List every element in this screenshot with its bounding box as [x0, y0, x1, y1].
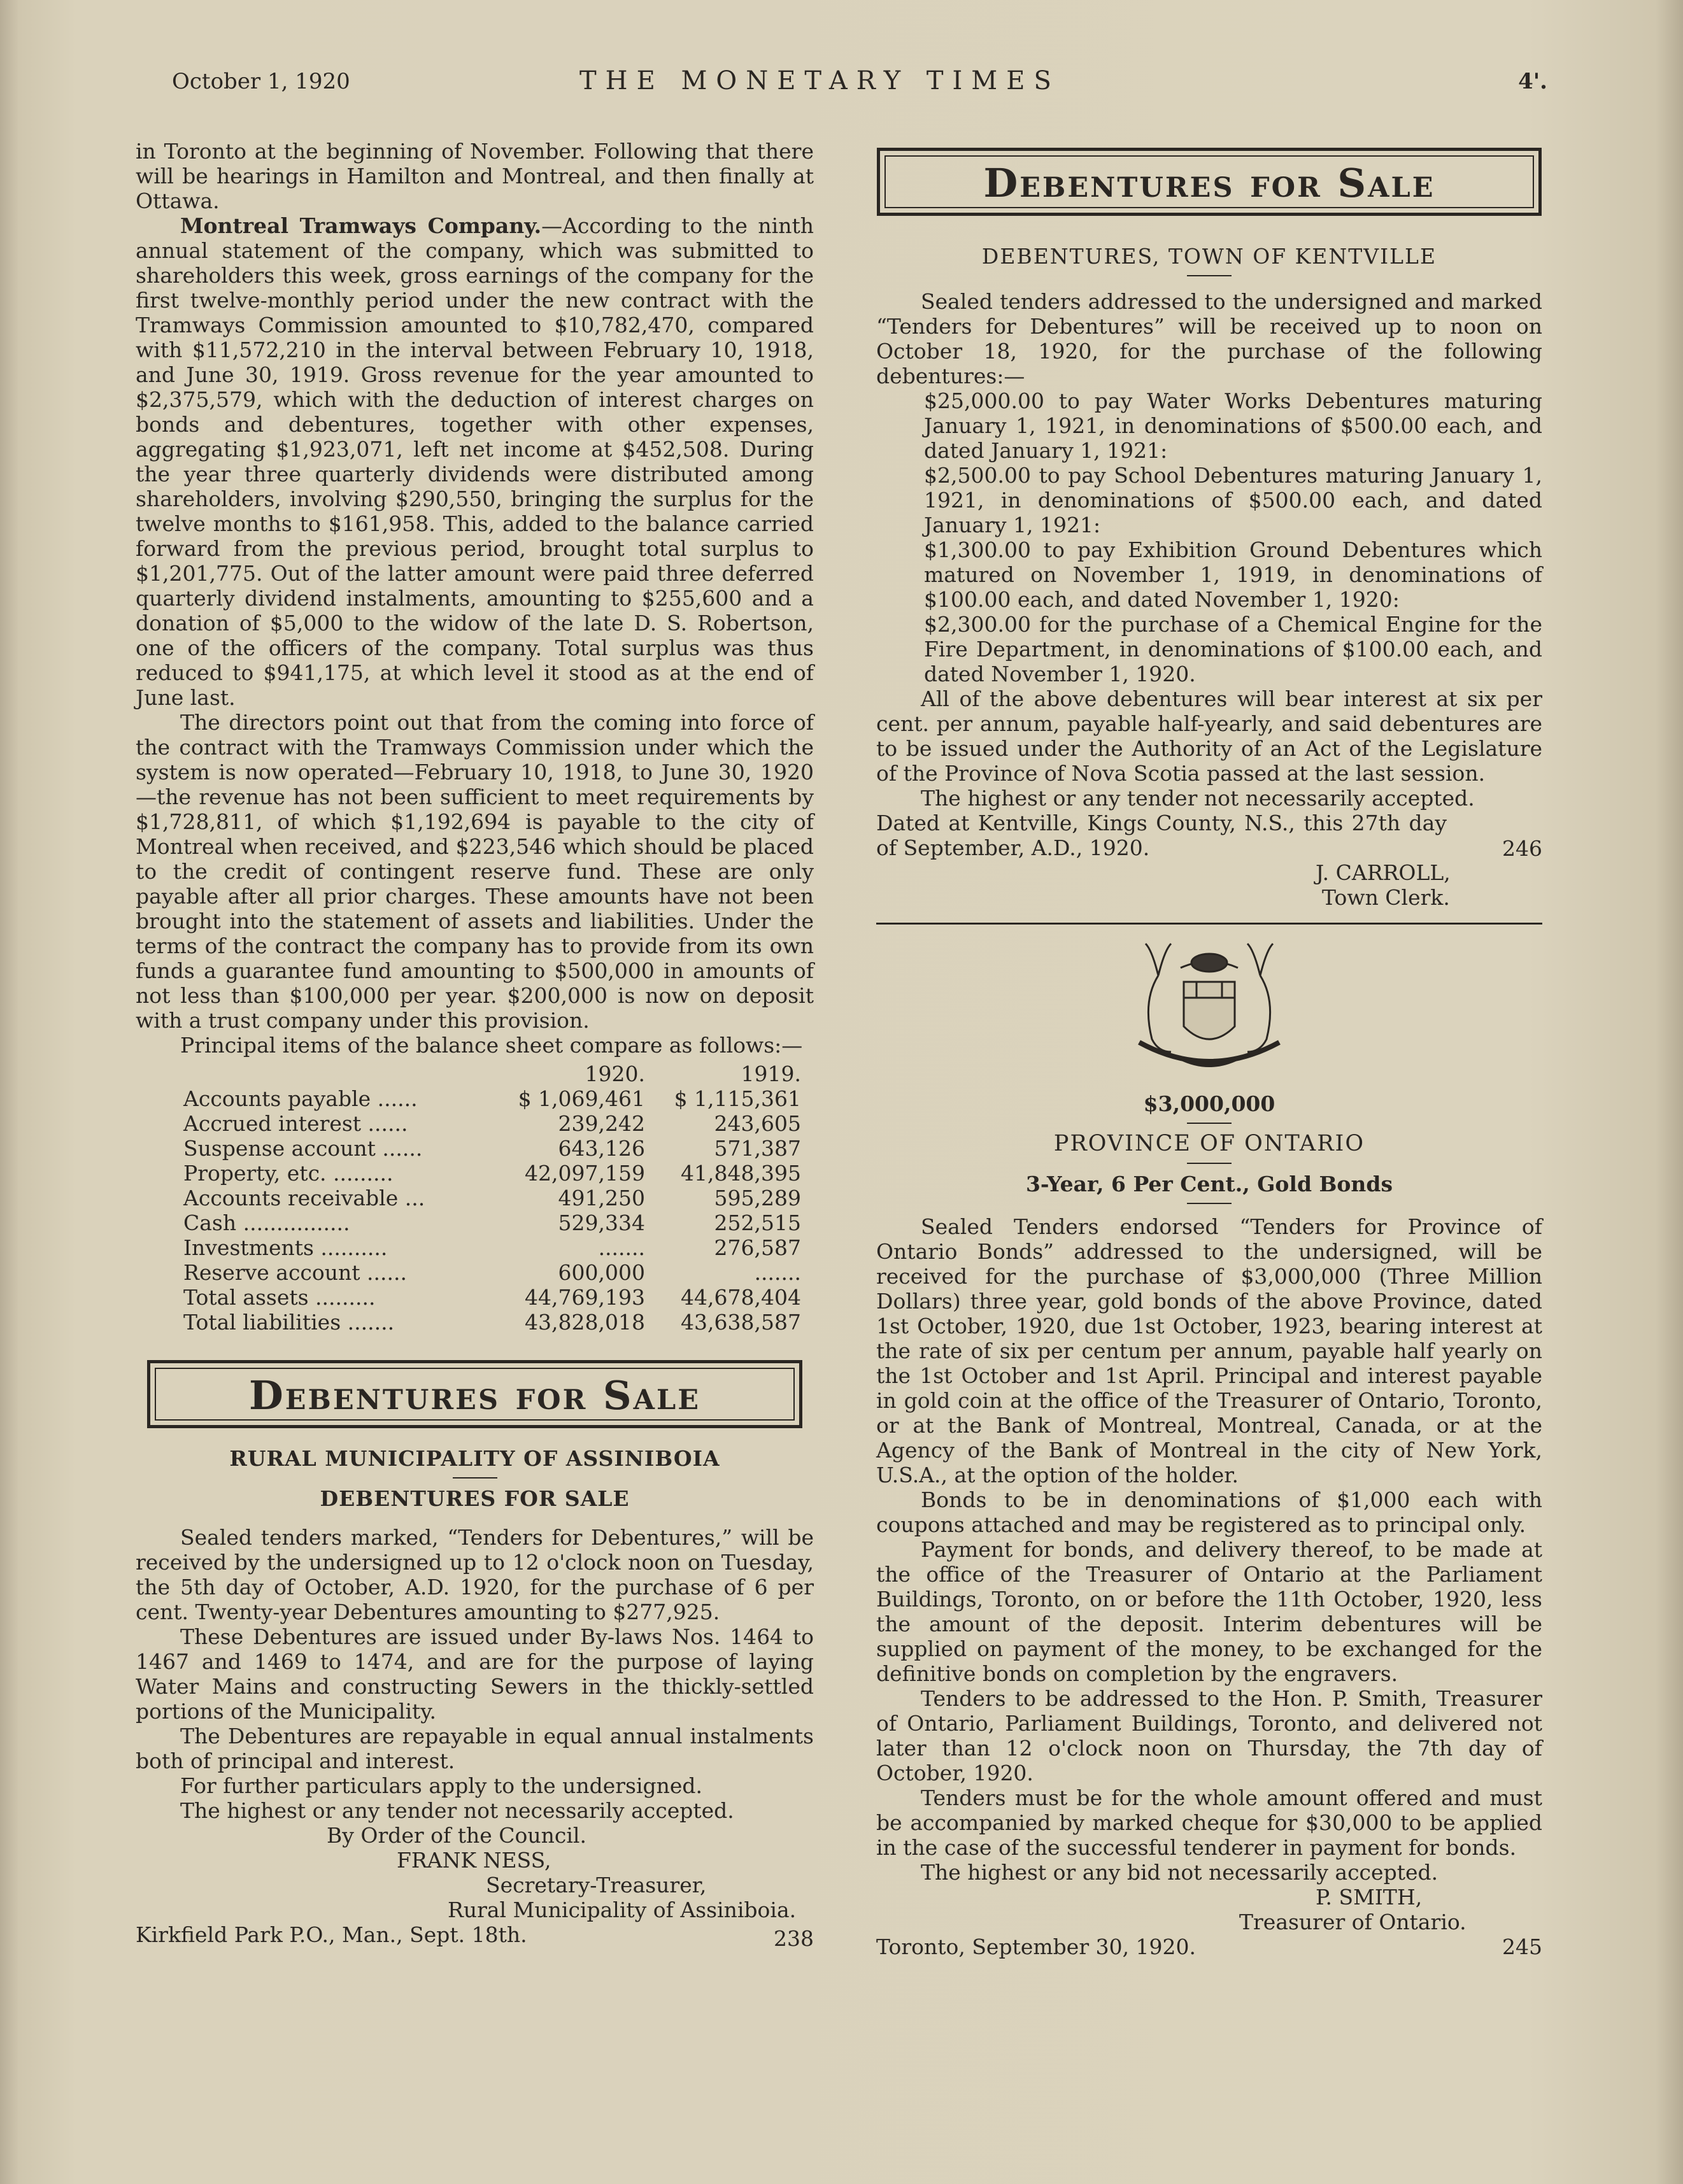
header-date: October 1, 1920 [172, 69, 350, 94]
ad-footer [876, 1934, 1542, 1960]
signatory-title: Secretary-Treasurer, [486, 1873, 707, 1897]
value-1920: $ 1,069,461 [518, 1086, 645, 1111]
signatory-title: Town Clerk. [1322, 885, 1450, 910]
column-header: 1919. [741, 1061, 801, 1086]
value-1919: 276,587 [714, 1235, 801, 1260]
signatory-title: Rural Municipality of Assiniboia. [448, 1897, 797, 1922]
column-header: 1920. [585, 1061, 645, 1086]
table-row [183, 1285, 801, 1310]
value-1920: 600,000 [558, 1260, 645, 1285]
article-paragraph: Principal items of the balance sheet compare as follows:— [180, 1033, 803, 1058]
value-1919: 252,515 [714, 1210, 801, 1235]
divider [1187, 1203, 1232, 1204]
table-header-row [183, 1061, 801, 1086]
signatory-name: FRANK NESS, [397, 1848, 551, 1873]
value-1920: 43,828,018 [525, 1310, 645, 1335]
value-1919: 44,678,404 [681, 1285, 801, 1310]
value-1920: 44,769,193 [525, 1285, 645, 1310]
table-row [183, 1086, 801, 1111]
ad-subheading: 3-Year, 6 Per Cent., Gold Bonds [1025, 1172, 1393, 1196]
ad-place-date: Toronto, September 30, 1920. [876, 1934, 1197, 1959]
row-label: Suspense account ...... [183, 1136, 423, 1161]
divider [1187, 1163, 1232, 1164]
value-1919: 43,638,587 [681, 1310, 801, 1335]
publication-title: THE MONETARY TIMES [579, 66, 1060, 96]
signatory-name: J. CARROLL, [1316, 860, 1451, 885]
row-label: Cash ................ [183, 1210, 350, 1235]
value-1919: $ 1,115,361 [674, 1086, 801, 1111]
ad-paragraph: Sealed tenders marked, “Tenders for Debentures,” will be received by the undersigned up to 12 o'clock noon on Tuesday, the 5th day of October, A.D. 1920, for the purchase of 6 per cent. Twenty-year Debentures amounting to $277,925. [136, 1525, 814, 1624]
table-row [183, 1136, 801, 1161]
table-row [183, 1310, 801, 1335]
section-divider [876, 923, 1542, 925]
ad-paragraph: Bonds to be in denominations of $1,000 each with coupons attached and may be registered as to principal only. [876, 1487, 1542, 1537]
page-header [172, 64, 1547, 102]
article-paragraph: The directors point out that from the coming into force of the contract with the Tramways Commission under which the system is now operated—February 10, 1918, to June 30, 1920—the revenue has not been sufficient to meet requirements by $1,728,811, of which $1,192,694 is payable to the city of Montreal when received, and $223,546 which should be placed to the credit of contingent reserve fund. These are only payable after all prior charges. These amounts have not been brought into the statement of assets and liabilities. Under the terms of the contract the company has to provide from its own funds a guarantee fund amounting to $500,000 in amounts of not less than $100,000 per year. $200,000 is now on deposit with a trust company under this provision. [136, 710, 814, 1033]
value-1919: ....... [754, 1260, 801, 1285]
left-column [136, 139, 814, 1951]
divider [1187, 275, 1232, 276]
signatory-title: Treasurer of Ontario. [1239, 1910, 1466, 1934]
ad-paragraph: Sealed tenders addressed to the undersigned and marked “Tenders for Debentures” will be received up to noon on October 18, 1920, for the purchase of the following debentures:— [876, 289, 1542, 388]
ontario-coat-of-arms-icon [1120, 937, 1298, 1084]
divider [453, 1477, 497, 1478]
value-1919: 571,387 [714, 1136, 801, 1161]
row-label: Accounts receivable ... [183, 1186, 425, 1210]
article-text: —According to the ninth annual statement of the company, which was submitted to shareholders this week, gross earnings of the company for the first twelve-monthly period under the new contract with the Tramways Commission amounted to $10,782,470, compared with $11,572,210 in the interval between February 10, 1918, and June 30, 1919. Gross revenue for the year amounted to $2,375,579, which with the deduction of interest charges on bonds and debentures, together with other expenses, aggregating $1,923,071, left net income at $452,508. During the year three quarterly dividends were distributed among shareholders, involving $290,550, bringing the surplus for the twelve months to $161,958. This, added to the balance carried forward from the previous period, brought total surplus to $1,201,775. Out of the latter amount were paid three deferred quarterly dividend instalments, amounting to $255,600 and a donation of $5,000 to the widow of the late D. S. Robertson, one of the officers of the company. Total surplus was thus reduced to $941,175, at which level it stood as at the end of June last. [136, 213, 814, 710]
ad-paragraph: The highest or any tender not necessarily accepted. [180, 1798, 734, 1823]
value-1920: 239,242 [558, 1111, 645, 1136]
ad-heading: RURAL MUNICIPALITY OF ASSINIBOIA [229, 1446, 720, 1471]
ad-subheading: DEBENTURES FOR SALE [320, 1486, 630, 1511]
row-label: Property, etc. ......... [183, 1161, 394, 1186]
value-1920: 491,250 [558, 1186, 645, 1210]
ad-paragraph: Tenders to be addressed to the Hon. P. Smith, Treasurer of Ontario, Parliament Buildings, Toronto, and delivered not later than 12 o'clock noon on Thursday, the 7th day of October, 1920. [876, 1686, 1542, 1785]
ad-banner [147, 1360, 802, 1428]
ad-paragraph: Tenders must be for the whole amount offered and must be accompanied by marked cheque for $30,000 to be applied in the case of the successful tenderer in payment for bonds. [876, 1785, 1542, 1860]
signatory-name: P. SMITH, [1316, 1885, 1423, 1910]
banner-title: Debentures for Sale [155, 1368, 795, 1421]
ad-paragraph: Sealed Tenders endorsed “Tenders for Province of Ontario Bonds” addressed to the undersigned, will be received for the purchase of $3,000,000 (Three Million Dollars) three year, gold bonds of the above Province, dated 1st October, 1920, due 1st October, 1923, bearing interest at the rate of six per centum per annum, payable half yearly on the 1st October and 1st April. Principal and interest payable in gold coin at the office of the Treasurer of Ontario, Toronto, or at the Bank of Montreal, Montreal, Canada, or at the Agency of the Bank of Montreal in the city of New York, U.S.A., at the option of the holder. [876, 1214, 1542, 1487]
row-label: Investments .......... [183, 1235, 388, 1260]
article-paragraph: in Toronto at the beginning of November. Following that there will be hearings in Hamilton and Montreal, and then finally at Ottawa. [136, 139, 814, 213]
ad-heading: PROVINCE OF ONTARIO [1053, 1131, 1365, 1156]
ad-paragraph: Payment for bonds, and delivery thereof, to be made at the office of the Treasurer of Ontario at the Parliament Buildings, Toronto, on or before the 11th October, 1920, less the amount of the deposit. Interim debentures will be supplied on payment of the money, to be exchanged for the definitive bonds on completion by the engravers. [876, 1537, 1542, 1686]
row-label: Accounts payable ...... [183, 1086, 418, 1111]
row-label: Total liabilities ....... [183, 1310, 395, 1335]
ad-dated: Dated at Kentville, Kings County, N.S., this 27th day of September, A.D., 1920. [876, 811, 1447, 860]
table-row [183, 1111, 801, 1136]
value-1920: 42,097,159 [525, 1161, 645, 1186]
value-1920: ....... [598, 1235, 645, 1260]
value-1920: 643,126 [558, 1136, 645, 1161]
table-row [183, 1235, 801, 1260]
ad-heading: DEBENTURES, TOWN OF KENTVILLE [981, 244, 1437, 269]
value-1919: 595,289 [714, 1186, 801, 1210]
debenture-item: $1,300.00 to pay Exhibition Ground Debentures which matured on November 1, 1919, in denominations of $100.00 each, and dated November 1, 1920: [924, 537, 1542, 612]
divider [1187, 1123, 1232, 1124]
table-row [183, 1186, 801, 1210]
value-1920: 529,334 [558, 1210, 645, 1235]
ad-paragraph: For further particulars apply to the undersigned. [180, 1773, 703, 1798]
ad-paragraph: All of the above debentures will bear interest at six per cent. per annum, payable half-yearly, and said debentures are to be issued under the Authority of an Act of the Legislature of the Province of Nova Scotia passed at the last session. [876, 686, 1542, 786]
value-1919: 243,605 [714, 1111, 801, 1136]
ad-number: 245 [1502, 1934, 1542, 1959]
banner-title: Debentures for Sale [884, 155, 1534, 208]
row-label: Accrued interest ...... [183, 1111, 408, 1136]
article-paragraph [136, 213, 814, 710]
ad-dated-block [876, 811, 1542, 860]
table-row [183, 1161, 801, 1186]
ad-paragraph: The highest or any bid not necessarily accepted. [921, 1860, 1438, 1885]
table-row [183, 1210, 801, 1235]
debenture-item: $25,000.00 to pay Water Works Debentures maturing January 1, 1921, in denominations of $500.00 each, and dated January 1, 1921: [924, 388, 1542, 463]
ad-number: 246 [1502, 836, 1542, 861]
ad-paragraph: These Debentures are issued under By-laws Nos. 1464 to 1467 and 1469 to 1474, and are for the purpose of laying Water Mains and constructing Sewers in the thickly-settled portions of the Municipality. [136, 1624, 814, 1724]
ad-number: 238 [774, 1926, 814, 1951]
right-column [876, 148, 1542, 1960]
table-row [183, 1260, 801, 1285]
article-subhead: Montreal Tramways Company. [180, 213, 542, 238]
ad-place-date: Kirkfield Park P.O., Man., Sept. 18th. [136, 1922, 527, 1947]
row-label: Total assets ......... [183, 1285, 376, 1310]
debenture-item: $2,500.00 to pay School Debentures maturing January 1, 1921, in denominations of $500.00 each, and dated January 1, 1921: [924, 463, 1542, 537]
ad-banner [877, 148, 1542, 216]
ad-footer [136, 1922, 814, 1951]
row-label: Reserve account ...... [183, 1260, 407, 1285]
value-1919: 41,848,395 [681, 1161, 801, 1186]
ad-order: By Order of the Council. [327, 1823, 586, 1848]
balance-sheet-table [183, 1061, 801, 1335]
ad-paragraph: The Debentures are repayable in equal annual instalments both of principal and interest. [136, 1724, 814, 1773]
ad-paragraph: The highest or any tender not necessarily accepted. [921, 786, 1475, 811]
page-number: 4'. [1518, 69, 1547, 94]
bond-amount: $3,000,000 [1143, 1091, 1275, 1116]
debenture-item: $2,300.00 for the purchase of a Chemical Engine for the Fire Department, in denominations of $100.00 each, and dated November 1, 1920. [924, 612, 1542, 686]
